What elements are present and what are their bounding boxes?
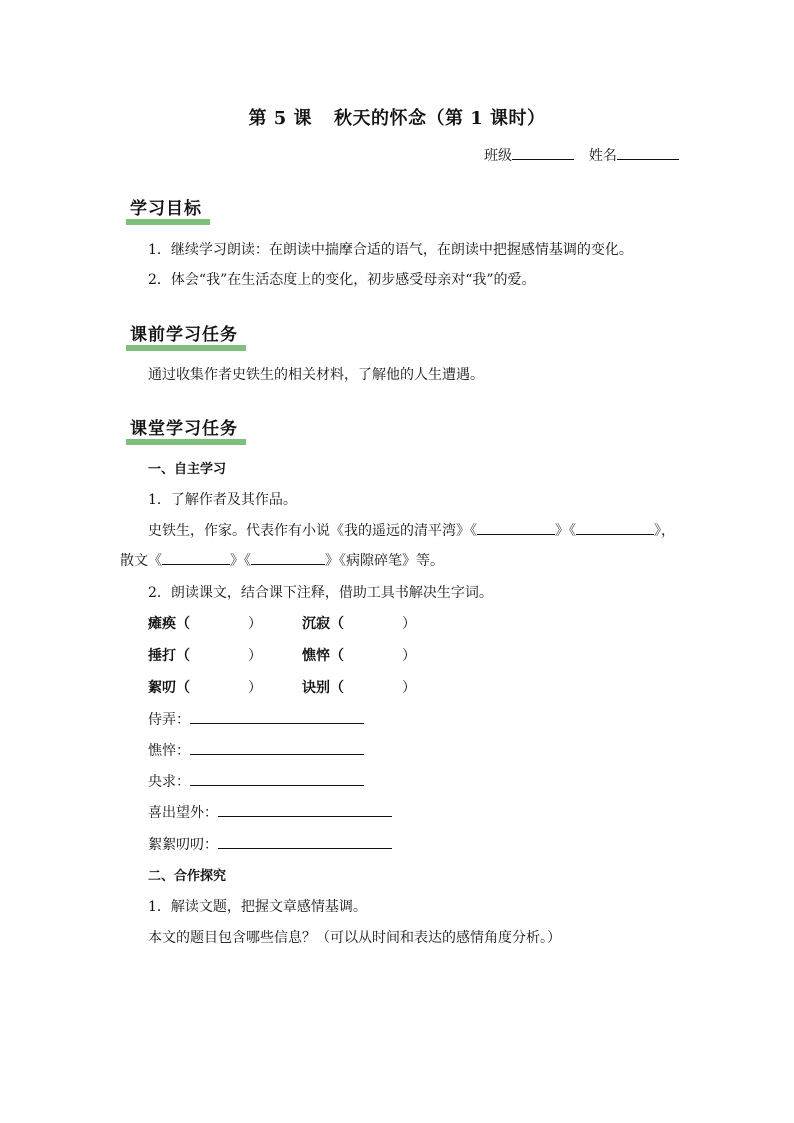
term-item: 央求： — [148, 771, 364, 791]
definition-blank[interactable] — [218, 834, 392, 849]
term-item: 憔悴： — [148, 740, 364, 760]
definition-blank[interactable] — [218, 802, 392, 817]
author-line-1: 史铁生，作家。代表作有小说《我的遥远的清平湾》《 》《 》， — [148, 520, 675, 540]
term-item: 侍弄： — [148, 709, 364, 729]
name-blank[interactable] — [617, 145, 679, 160]
name-label: 姓名 — [588, 148, 617, 164]
part1-heading: 一、自主学习 — [148, 462, 227, 477]
question-3-prompt: 本文的题目包含哪些信息？（可以从时间和表达的感情角度分析。） — [148, 930, 561, 946]
part2-heading: 二、合作探究 — [148, 869, 227, 884]
lesson-number: 第 5 课 — [248, 108, 312, 129]
work-blank-1[interactable] — [477, 520, 555, 535]
definition-blank[interactable] — [190, 771, 364, 786]
definition-blank[interactable] — [190, 740, 364, 755]
pre-class-task: 通过收集作者史铁生的相关材料，了解他的人生遭遇。 — [148, 367, 484, 383]
class-blank[interactable] — [512, 145, 574, 160]
lesson-name: 秋天的怀念（第 1 课时） — [334, 108, 546, 129]
page-title — [0, 104, 794, 130]
work-blank-2[interactable] — [576, 520, 654, 535]
word-item: 憔悴（ ） — [302, 648, 416, 664]
definition-blank[interactable] — [190, 709, 364, 724]
term-item: 喜出望外： — [148, 802, 392, 822]
goal-item-1: 1．继续学习朗读：在朗读中揣摩合适的语气，在朗读中把握感情基调的变化。 — [148, 242, 633, 258]
word-item: 诀别（ ） — [302, 680, 416, 696]
goal-item-2: 2．体会“我”在生活态度上的变化，初步感受母亲对“我”的爱。 — [148, 272, 536, 288]
work-blank-4[interactable] — [251, 550, 325, 565]
question-2: 2．朗读课文，结合课下注释，借助工具书解决生字词。 — [148, 585, 493, 601]
word-item: 瘫痪（ ） — [148, 616, 262, 632]
term-item: 絮絮叨叨： — [148, 834, 392, 854]
word-item: 沉寂（ ） — [302, 616, 416, 632]
class-label: 班级 — [484, 148, 512, 164]
question-1: 1．了解作者及其作品。 — [148, 492, 297, 508]
student-info — [484, 145, 679, 165]
word-item: 捶打（ ） — [148, 648, 262, 664]
question-3: 1．解读文题，把握文章感情基调。 — [148, 899, 367, 915]
word-item: 絮叨（ ） — [148, 680, 262, 696]
section-heading-pre-class: 课前学习任务 — [126, 320, 242, 347]
author-line-2: 散文《 》《 》《病隙碎笔》等。 — [120, 550, 444, 570]
work-blank-3[interactable] — [162, 550, 230, 565]
section-heading-in-class: 课堂学习任务 — [126, 414, 242, 441]
section-heading-goals: 学习目标 — [126, 194, 206, 221]
